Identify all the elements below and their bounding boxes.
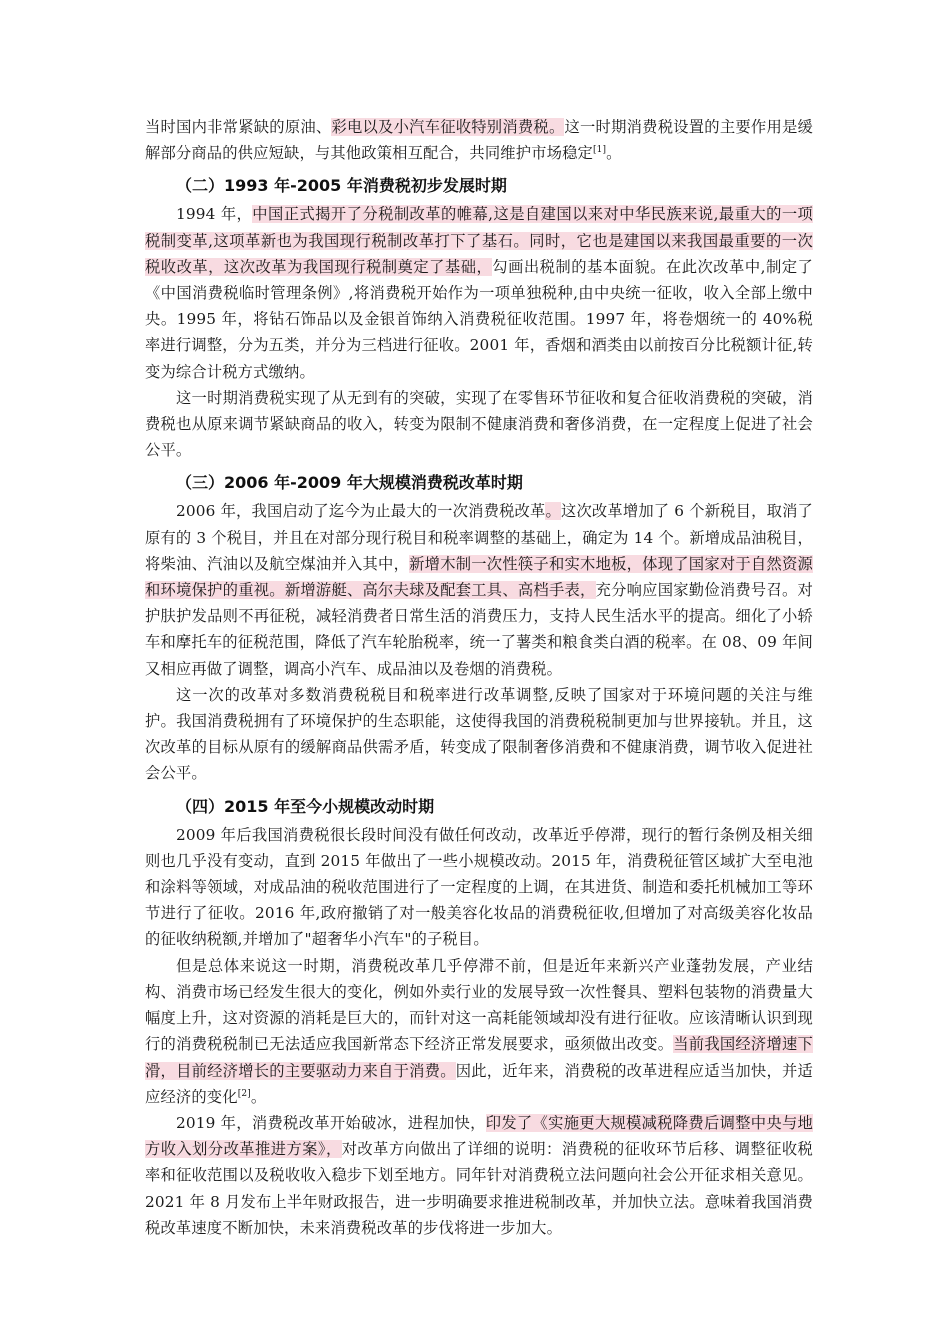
text-run: 当时国内非常紧缺的原油、: [145, 118, 332, 136]
citation-ref: [2]: [237, 1088, 251, 1099]
paragraph-1994-reform: [145, 201, 813, 384]
text-run: 。: [250, 1087, 267, 1106]
text-run: 对改革方向做出了详细的说明：消费税的征收环节后移、调整征收税率和征收范围以及税收收入稳步下划至地方。同年针对消费税立法问题向社会公开征求相关意见。2021 年 8 月发布上半年财政报告，进一步明确要求推进税制改革，并加快立法。意味着我国消费税改革速度不断加快，未来消费税改革的步伐将进一步加大。: [145, 1140, 813, 1237]
section-heading-2: （二）1993 年-2005 年消费税初步发展时期: [176, 176, 507, 196]
text-run: 1994 年，: [176, 205, 253, 224]
text-run: 因此，近年来，消费税的改革进程应适当加快，并适应经济的变化: [145, 1061, 813, 1106]
paragraph-intro-continuation: [145, 114, 813, 166]
highlighted-text: 中国正式揭开了分税制改革的帷幕,这是自建国以来对中华民族来说,最重大的一项税制变革,这项革新也为我国现行税制改革打下了基石。同时，它也是建国以来我国最重要的一次税收改革，这次改革为我国现行税制奠定了基础，: [145, 205, 814, 276]
citation-ref: [1]: [592, 145, 607, 156]
section-heading-3: （三）2006 年-2009 年大规模消费税改革时期: [176, 473, 523, 493]
paragraph-reform-impact: 这一次的改革对多数消费税税目和税率进行改革调整,反映了国家对于环境问题的关注与维护。我国消费税拥有了环境保护的生态职能，这使得我国的消费税税制更加与世界接轨。并且，这次改革的目标从原有的缓解商品供需矛盾，转变成了限制奢侈消费和不健康消费，调节收入促进社会公平。: [145, 685, 813, 783]
highlighted-text: 印发了《实施更大规模减税降费后调整中央与地方收入划分改革推进方案》，: [145, 1113, 813, 1159]
document-page: [145, 114, 813, 1241]
text-run: 充分响应国家勤俭消费号召。对护肤护发品则不再征税，减轻消费者日常生活的消费压力，支持人民生活水平的提高。细化了小轿车和摩托车的征税范围，降低了汽车轮胎税率，统一了薯类和粮食类白酒的税率。在 08、09 年间又相应再做了调整，调高小汽车、成品油以及卷烟的消费税。: [145, 581, 813, 678]
highlighted-text: 新增木制一次性筷子和实木地板，体现了国家对于自然资源和环境保护的重视。新增游艇、高尔夫球及配套工具、高档手表，: [145, 554, 813, 600]
paragraph-2009-2016: 2009 年后我国消费税很长段时间没有做任何改动，改革近乎停滞，现行的暂行条例及相关细则也几乎没有变动，直到 2015 年做出了一些小规模改动。2015 年，消费税征管区域扩大至电池和涂料等领域，对成品油的税收范围进行了一定程度的上调，在其进货、制造和委托机械加工等环节进行了征收。2016 年,政府撤销了对一般美容化妆品的消费税征收,但增加了对高级美容化妆品的征收纳税额,并增加了"超奢华小汽车"的子税目。: [145, 825, 813, 949]
highlighted-text: 当前我国经济增速下滑，目前经济增长的主要驱动力来自于消费。: [145, 1035, 813, 1080]
text-run: 这次改革增加了 6 个新税目，取消了原有的 3 个税目，并且在对部分现行税目和税率调整的基础上，确定为 14 个。新增成品油税目，将柴油、汽油以及航空煤油并入其中，: [145, 502, 813, 573]
text-run: 但是总体来说这一时期，消费税改革几乎停滞不前，但是近年来新兴产业蓬勃发展，产业结构、消费市场已经发生很大的变化，例如外卖行业的发展导致一次性餐具、塑料包装物的消费量大幅度上升，这对资源的消耗是巨大的，而针对这一高耗能领域却没有进行征收。应该清晰认识到现行的消费税税制已无法适应我国新常态下经济正常发展要求，亟须做出改变。: [145, 956, 813, 1054]
text-run: 。: [606, 144, 622, 163]
highlighted-text: 。: [545, 502, 561, 521]
paragraph-2019-reform: [145, 1110, 813, 1241]
text-run: 这一时期消费税设置的主要作用是缓解部分商品的供应短缺，与其他政策相互配合，共同维护市场稳定: [145, 118, 813, 163]
paragraph-period-summary: 这一时期消费税实现了从无到有的突破，实现了在零售环节征收和复合征收消费税的突破，消费税也从原来调节紧缺商品的收入，转变为限制不健康消费和奢侈消费，在一定程度上促进了社会公平。: [145, 388, 813, 460]
paragraph-2006-reform: [145, 498, 813, 681]
highlighted-text: 彩电以及小汽车征收特别消费税。: [331, 118, 565, 136]
text-run: 勾画出税制的基本面貌。在此次改革中,制定了《中国消费税临时管理条例》,将消费税开始作为一项单独税种,由中央统一征收，收入全部上缴中央。1995 年，将钻石饰品以及金银首饰纳入消费税征收范围。1997 年，将卷烟统一的 40%税率进行调整，分为五类，并分为三档进行征收。2001 年，香烟和酒类由以前按百分比税额计征,转变为综合计税方式缴纳。: [145, 257, 813, 381]
text-run: 2019 年，消费税改革开始破冰，进程加快，: [176, 1113, 486, 1132]
paragraph-stagnation: [145, 953, 813, 1110]
section-heading-4: （四）2015 年至今小规模改动时期: [176, 796, 435, 816]
text-run: 2006 年，我国启动了迄今为止最大的一次消费税改革: [176, 502, 546, 521]
